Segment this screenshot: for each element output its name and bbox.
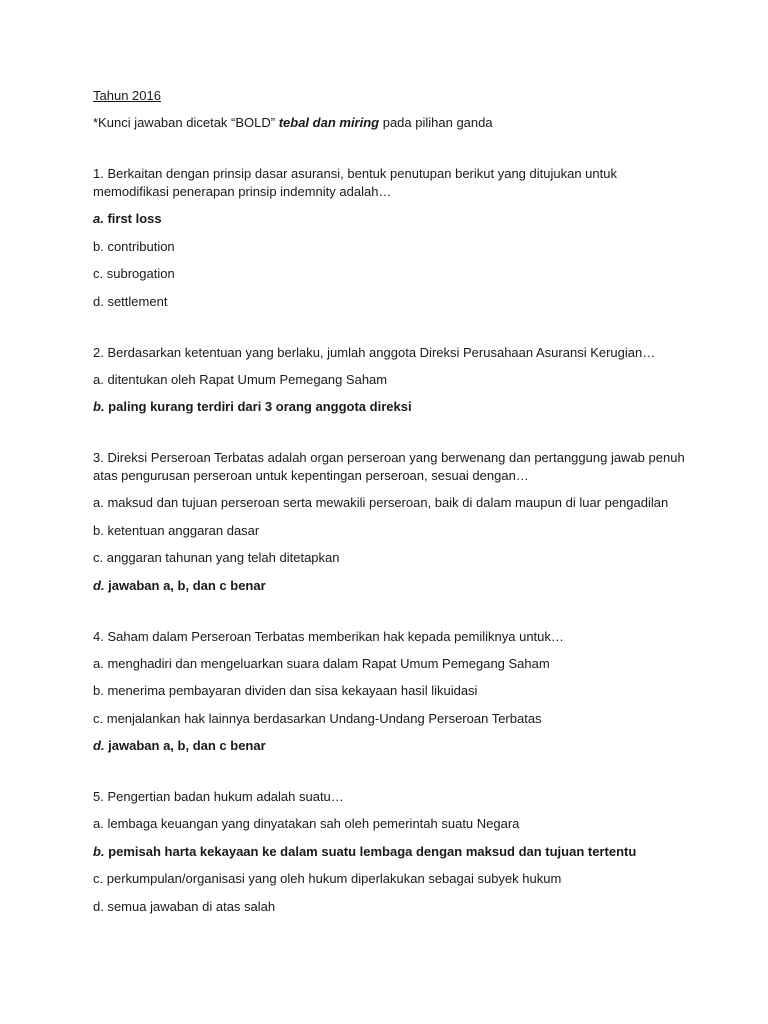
option [93,655,693,673]
option-letter: b. [93,522,104,538]
option [93,238,693,256]
question-text: 1. Berkaitan dengan prinsip dasar asuransi, bentuk penutupan berikut yang ditujukan untuk memodifikasi penerapan prinsip indemnity adalah… [93,166,617,199]
option-letter: b. [93,238,104,254]
option [93,265,693,283]
option-text: perkumpulan/organisasi yang oleh hukum diperlakukan sebagai subyek hukum [103,871,562,886]
option-text: settlement [103,293,168,309]
option-text: pemisah harta kekayaan ke dalam suatu lembaga dengan maksud dan tujuan tertentu [104,843,637,859]
option-text: anggaran tahunan yang telah ditetapkan [103,550,340,565]
question-3 [93,449,693,595]
option [93,293,693,311]
option-text: contribution [103,238,175,254]
option-text: paling kurang terdiri dari 3 orang anggota direksi [104,399,412,414]
option-correct [93,398,693,416]
option [93,682,693,700]
option [93,710,693,728]
document-content [93,87,693,925]
question-2 [93,344,693,417]
option-letter: a. [93,211,104,226]
question-text: 4. Saham dalam Perseroan Terbatas memberikan hak kepada pemiliknya untuk… [93,628,564,644]
question-text: 5. Pengertian badan hukum adalah suatu… [93,789,344,804]
option-text: jawaban a, b, dan c benar [104,738,266,753]
option-text: menerima pembayaran dividen dan sisa kekayaan hasil likuidasi [103,683,478,698]
note-suffix: pada pilihan ganda [379,115,493,130]
option [93,870,693,888]
option-letter: d. [93,898,104,914]
option-correct [93,210,693,228]
option-letter: c. [93,871,104,886]
question-text: 3. Direksi Perseroan Terbatas adalah organ perseroan yang berwenang dan pertanggung jawab penuh atas pengurusan perseroan untuk kepentingan perseroan, sesuai dengan… [93,450,685,483]
question-4 [93,628,693,756]
option-text: lembaga keuangan yang dinyatakan sah oleh pemerintah suatu Negara [103,816,520,831]
option-letter: a. [93,655,104,671]
option-letter: c. [93,710,104,726]
question-1 [93,165,693,311]
option-text: menghadiri dan mengeluarkan suara dalam Rapat Umum Pemegang Saham [103,655,550,671]
option-letter: b. [93,399,105,414]
page-title: Tahun 2016 [93,88,161,103]
option-letter: a. [93,371,104,387]
option [93,371,693,389]
option-text: subrogation [103,266,175,281]
option-correct [93,577,693,595]
option-text: maksud dan tujuan perseroan serta mewakili perseroan, baik di dalam maupun di luar pengadilan [103,495,669,510]
answer-key-note [93,114,693,132]
option-letter: a. [93,495,104,510]
option-letter: d. [93,577,105,593]
option [93,815,693,833]
question-text: 2. Berdasarkan ketentuan yang berlaku, jumlah anggota Direksi Perusahaan Asuransi Kerugian… [93,344,656,360]
option [93,898,693,916]
option-text: menjalankan hak lainnya berdasarkan Undang-Undang Perseroan Terbatas [103,710,542,726]
option [93,549,693,567]
option-correct [93,737,693,755]
note-prefix: *Kunci jawaban dicetak “BOLD” [93,115,279,130]
option-text: ditentukan oleh Rapat Umum Pemegang Saham [103,371,388,387]
option-letter: c. [93,266,104,281]
option [93,522,693,540]
option-letter: d. [93,738,105,753]
option-text: first loss [103,211,162,226]
note-emphasis: tebal dan miring [278,115,380,130]
option-text: semua jawaban di atas salah [103,898,276,914]
option [93,494,693,512]
option-letter: d. [93,293,104,309]
option-letter: b. [93,843,105,859]
option-correct [93,843,693,861]
option-text: ketentuan anggaran dasar [103,522,260,538]
option-letter: b. [93,683,104,698]
question-5 [93,788,693,916]
option-letter: c. [93,550,104,565]
option-letter: a. [93,816,104,831]
option-text: jawaban a, b, dan c benar [104,577,266,593]
